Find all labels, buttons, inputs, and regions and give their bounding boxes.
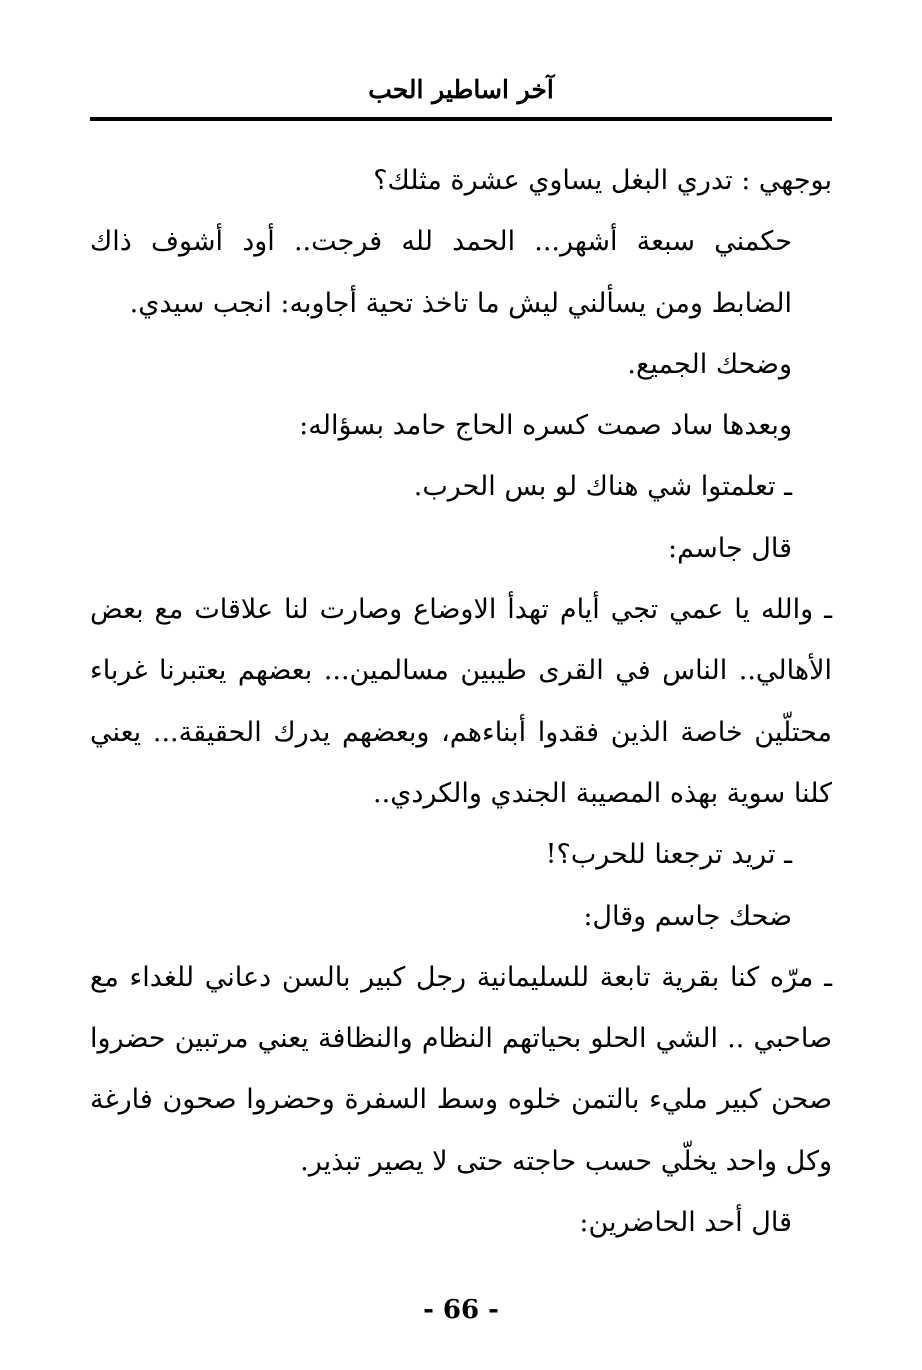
paragraph: بوجهي : تدري البغل يساوي عشرة مثلك؟: [373, 165, 832, 196]
running-header: آخر اساطير الحب: [368, 75, 554, 104]
paragraph: قال جاسم:: [668, 532, 792, 564]
paragraph: وبعدها ساد صمت كسره الحاج حامد بسؤاله:: [299, 410, 792, 442]
paragraph: ضحك جاسم وقال:: [583, 900, 792, 932]
body-text: [90, 150, 832, 1253]
paragraph: وضحك الجميع.: [627, 348, 792, 380]
paragraph: ـ تريد ترجعنا للحرب؟!: [545, 839, 792, 871]
page-number: - 66 -: [423, 1295, 499, 1325]
paragraph: ـ تعلمتوا شي هناك لو بس الحرب.: [413, 471, 792, 503]
paragraph: حكمني سبعة أشهر... الحمد لله فرجت.. أود أشوف ذاك الضابط ومن يسألني ليش ما تاخذ تحية أجاوبه: انجب سيدي.: [90, 226, 792, 319]
paragraph: قال أحد الحاضرين:: [579, 1207, 792, 1239]
header-rule: [90, 117, 832, 121]
paragraph: ـ والله يا عمي تجي أيام تهدأ الاوضاع وصارت لنا علاقات مع بعض الأهالي.. الناس في القرى طيبين مسالمين... بعضهم يعتبرنا غرباء محتلّين خاصة الذين فقدوا أبناءهم، وبعضهم يدرك الحقيقة... يعني كلنا سوية بهذه المصيبة الجندي والكردي..: [90, 594, 832, 809]
paragraph: ـ مرّه كنا بقرية تابعة للسليمانية رجل كبير بالسن دعاني للغداء مع صاحبي .. الشي الحلو بحياتهم النظام والنظافة يعني مرتبين حضروا صحن كبير مليء بالتمن خلوه وسط السفرة وحضروا صحون فارغة وكل واحد يخلّي حسب حاجته حتى لا يصير تبذير.: [90, 961, 832, 1177]
